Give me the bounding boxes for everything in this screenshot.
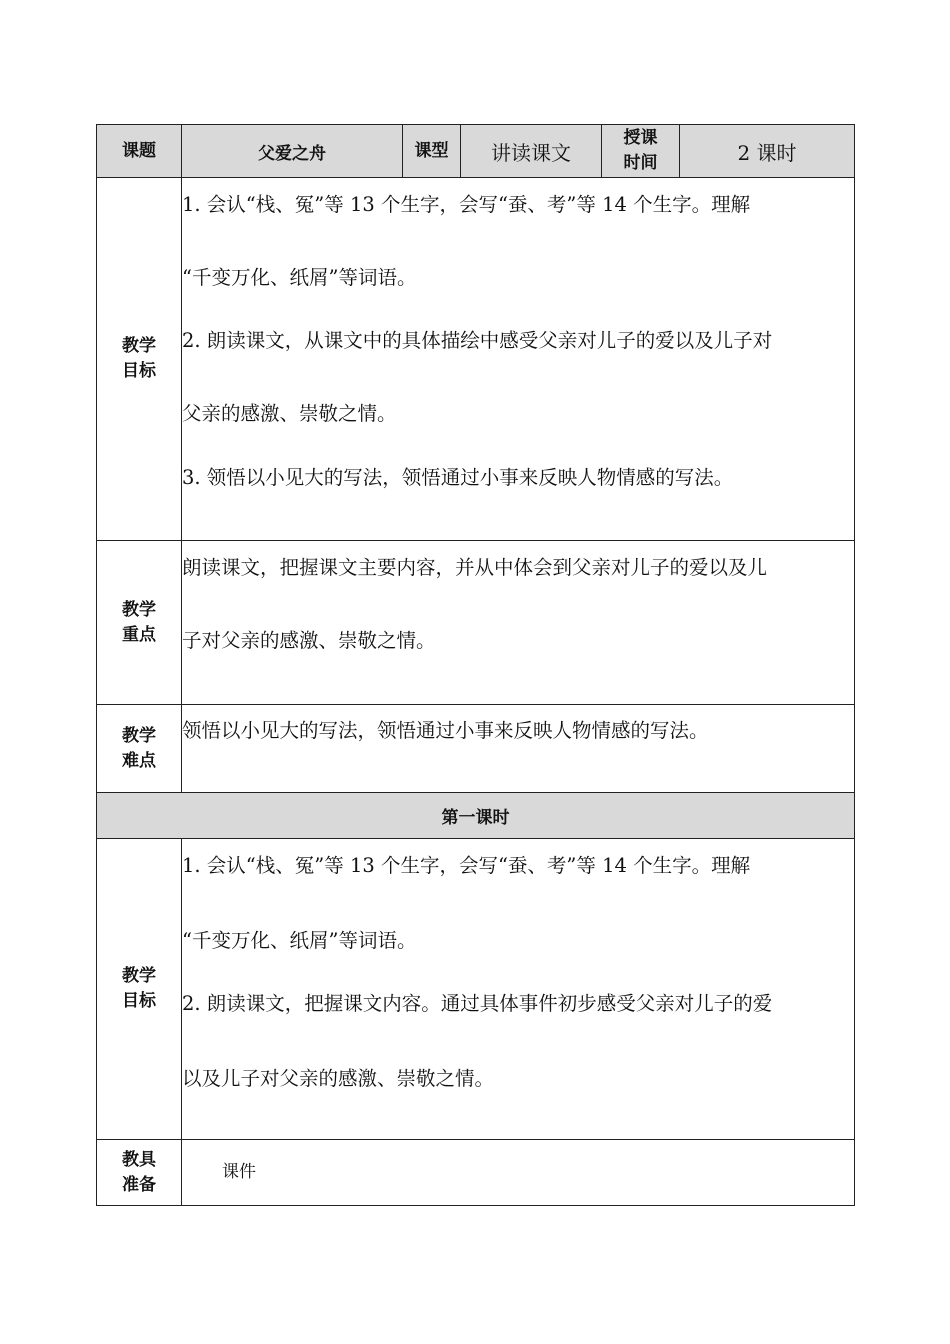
time-value-text: 2 课时 bbox=[737, 140, 797, 165]
key-points-label-line1: 教学 bbox=[122, 599, 156, 620]
goals-label bbox=[96, 177, 182, 541]
difficulties-line-1: 领悟以小见大的写法，领悟通过小事来反映人物情感的写法。 bbox=[182, 719, 709, 742]
materials-content bbox=[181, 1139, 855, 1206]
materials-label bbox=[96, 1139, 182, 1206]
section-title bbox=[96, 792, 855, 839]
lesson1-goals-label-line1: 教学 bbox=[122, 966, 156, 986]
time-label bbox=[601, 124, 680, 178]
key-points-label-line2: 重点 bbox=[122, 624, 156, 645]
goals-line-4: 父亲的感激、崇敬之情。 bbox=[182, 402, 397, 425]
key-points-label bbox=[96, 540, 182, 705]
type-value bbox=[460, 124, 602, 178]
topic-value bbox=[181, 124, 403, 178]
difficulties-label-line2: 难点 bbox=[122, 750, 156, 771]
goals-line-2: “千变万化、纸屑”等词语。 bbox=[182, 266, 417, 289]
difficulties-label bbox=[96, 704, 182, 793]
lesson1-goals-line-3: 2. 朗读课文，把握课文内容。通过具体事件初步感受父亲对儿子的爱 bbox=[182, 992, 773, 1015]
lesson1-goals-label-line2: 目标 bbox=[122, 991, 156, 1011]
topic-label bbox=[96, 124, 182, 178]
lesson1-goals-line-2: “千变万化、纸屑”等词语。 bbox=[182, 929, 417, 952]
goals-label-line2: 目标 bbox=[122, 361, 156, 381]
goals-line-1: 1. 会认“栈、冤”等 13 个生字，会写“蚕、考”等 14 个生字。理解 bbox=[182, 193, 751, 216]
lesson-plan-table bbox=[96, 124, 855, 1206]
materials-label-line2: 准备 bbox=[122, 1174, 156, 1195]
type-label bbox=[402, 124, 461, 178]
topic-value-text: 父爱之舟 bbox=[258, 143, 326, 164]
key-points-line-1: 朗读课文，把握课文主要内容，并从中体会到父亲对儿子的爱以及儿 bbox=[182, 556, 768, 579]
lesson1-goals-content bbox=[181, 838, 855, 1140]
time-label-line2: 时间 bbox=[623, 153, 658, 173]
type-value-text: 讲读课文 bbox=[491, 140, 571, 165]
type-label-text: 课型 bbox=[414, 140, 449, 161]
time-value bbox=[679, 124, 855, 178]
goals-line-5: 3. 领悟以小见大的写法，领悟通过小事来反映人物情感的写法。 bbox=[182, 466, 734, 489]
goals-line-3: 2. 朗读课文，从课文中的具体描绘中感受父亲对儿子的爱以及儿子对 bbox=[182, 329, 773, 352]
section-title-text: 第一课时 bbox=[441, 808, 510, 828]
difficulties-label-line1: 教学 bbox=[122, 725, 156, 746]
lesson1-goals-label bbox=[96, 838, 182, 1140]
topic-label-text: 课题 bbox=[122, 140, 156, 161]
lesson1-goals-line-4: 以及儿子对父亲的感激、崇敬之情。 bbox=[182, 1067, 495, 1090]
goals-label-line1: 教学 bbox=[122, 336, 156, 356]
key-points-line-2: 子对父亲的感激、崇敬之情。 bbox=[182, 629, 436, 652]
time-label-line1: 授课 bbox=[623, 128, 658, 148]
lesson1-goals-line-1: 1. 会认“栈、冤”等 13 个生字，会写“蚕、考”等 14 个生字。理解 bbox=[182, 854, 751, 877]
materials-value: 课件 bbox=[222, 1162, 256, 1182]
materials-label-line1: 教具 bbox=[122, 1149, 156, 1170]
